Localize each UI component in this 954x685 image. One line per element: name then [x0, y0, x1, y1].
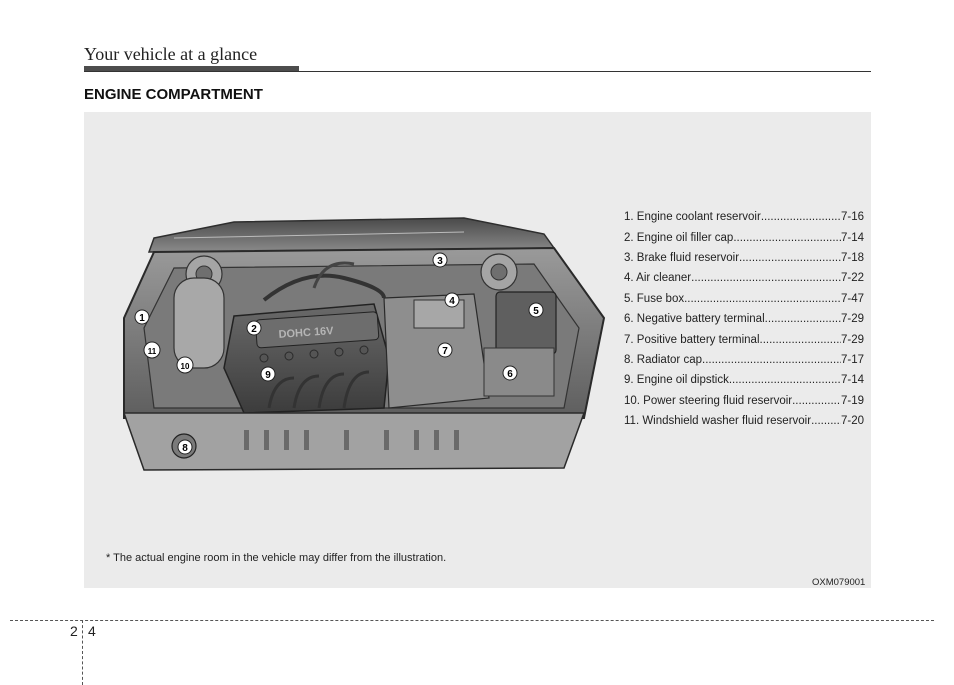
image-code: OXM079001: [812, 577, 866, 588]
legend-item: 9. Engine oil dipstick ..... 7-14: [624, 370, 864, 390]
svg-text:8: 8: [182, 443, 188, 454]
footer-dashed-divider: [82, 620, 83, 685]
legend-item: 3. Brake fluid reservoir ..... 7-18: [624, 248, 864, 268]
callout-5: [529, 303, 543, 317]
legend-item: 2. Engine oil filler cap ..... 7-14: [624, 227, 864, 247]
engine-cover-label: DOHC 16V: [278, 325, 334, 341]
svg-text:1: 1: [139, 313, 145, 324]
callout-9: [261, 367, 275, 381]
svg-text:5: 5: [533, 306, 539, 317]
engine-compartment-illustration: [84, 208, 614, 498]
footer-dashed-rule: [10, 620, 934, 621]
callout-4: [445, 293, 459, 307]
legend-item: 5. Fuse box ..... 7-47: [624, 289, 864, 309]
legend-item: 4. Air cleaner ..... 7-22: [624, 268, 864, 288]
callout-8: [178, 440, 192, 454]
callout-1: [135, 310, 149, 324]
legend-item: 6. Negative battery terminal ..... 7-29: [624, 309, 864, 329]
page-chapter-number: 2: [70, 623, 78, 639]
component-legend: [624, 207, 864, 431]
callout-7: [438, 343, 452, 357]
legend-item: 8. Radiator cap ..... 7-17: [624, 350, 864, 370]
callout-11: [144, 342, 160, 358]
svg-text:2: 2: [251, 324, 257, 335]
page-header-title: Your vehicle at a glance: [84, 44, 258, 64]
svg-text:4: 4: [449, 296, 455, 307]
callout-6: [503, 366, 517, 380]
callout-2: [247, 321, 261, 335]
svg-text:3: 3: [437, 256, 443, 267]
legend-item: 1. Engine coolant reservoir ..... 7-16: [624, 207, 864, 227]
svg-text:11: 11: [147, 347, 157, 356]
section-title: ENGINE COMPARTMENT: [84, 86, 263, 103]
svg-text:7: 7: [442, 346, 448, 357]
svg-text:9: 9: [265, 370, 271, 381]
svg-text:6: 6: [507, 369, 513, 380]
illustration-footnote: * The actual engine room in the vehicle may differ from the illustration.: [106, 552, 447, 564]
legend-item: 11. Windshield washer fluid reservoir ..... 7-20: [624, 411, 864, 431]
legend-item: 7. Positive battery terminal ..... 7-29: [624, 329, 864, 349]
header-rule: [84, 71, 871, 72]
callout-10: [177, 357, 193, 373]
page-number: 4: [88, 623, 96, 639]
legend-item: 10. Power steering fluid reservoir ..... 7-19: [624, 391, 864, 411]
callout-3: [433, 253, 447, 267]
svg-text:10: 10: [180, 362, 190, 371]
